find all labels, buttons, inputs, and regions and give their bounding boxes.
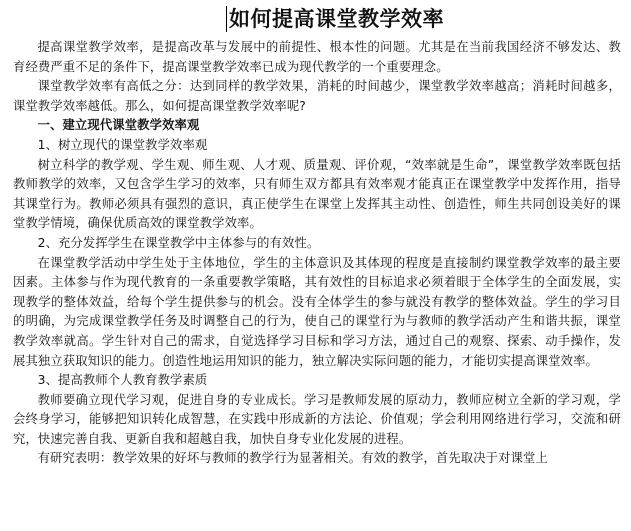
document-title: 如何提高课堂教学效率	[229, 6, 444, 31]
section-heading-1: 一、建立现代课堂教学效率观	[37, 118, 200, 133]
intro-paragraph-1: 提高课堂教学效率，是提高改革与发展中的前提性、根本性的问题。尤其是在当前我国经济不够发达、教育经费严重不足的条件下，提高课堂教学效率已成为现代教学的一个重要理念。	[13, 40, 621, 74]
subheading-3: 3、提高教师个人教育教学素质	[37, 373, 208, 388]
subheading-1: 1、树立现代的课堂教学效率观	[37, 137, 208, 152]
document-body	[13, 38, 621, 469]
subheading-2: 2、充分发挥学生在课堂教学中主体参与的有效性。	[37, 235, 320, 250]
body-paragraph-1: 树立科学的教学观、学生观、师生观、人才观、质量观、评价观，“效率就是生命”，课堂教学效率既包括教师教学的效率，又包含学生学习的效率，只有师生双方都具有效率观才能真正在课堂教学中发挥作用，指导其课堂行为。教师必须具有强烈的意识，真正使学生在课堂上发挥其主动性、创造性，师生共同创设美好的课堂教学情境，确保优质高效的课堂教学效率。	[13, 157, 621, 231]
text-cursor	[226, 6, 227, 32]
body-paragraph-2: 在课堂教学活动中学生处于主体地位，学生的主体意识及其体现的程度是直接制约课堂教学效率的最主要因素。主体参与作为现代教育的一条重要教学策略，其有效性的目标追求必须着眼于全体学生的全面发展，实现教学的整体效益，给每个学生提供参与的机会。没有全体学生的参与就没有教学的整体效益。学生的学习目的明确，为完成课堂教学任务及时调整自己的行为，使自己的课堂行为与教师的教学活动产生和谐共振，课堂教学效率就高。学生针对自己的需求，自觉选择学习目标和学习方法，通过自己的观察、探索、动手操作，发展其独立获取知识的能力。创造性地运用知识的能力，独立解决实际问题的能力，才能切实提高课堂效率。	[13, 255, 621, 368]
body-paragraph-3: 教师要确立现代学习观，促进自身的专业成长。学习是教师发展的原动力，教师应树立全新的学习观，学会终身学习，能够把知识转化成智慧，在实践中形成新的方法论、价值观；学会利用网络进行学习，交流和研究，快速完善自我、更新自我和超越自我，加快自身专业化发展的进程。	[13, 392, 621, 446]
body-paragraph-4: 有研究表明：教学效果的好坏与教师的教学行为显著相关。有效的教学，首先取决于对课堂上	[37, 451, 548, 466]
intro-paragraph-2: 课堂教学效率有高低之分：达到同样的教学效果，消耗的时间越少，课堂教学效率越高；消耗时间越多，课堂教学效率越低。那么，如何提高课堂教学效率呢?	[13, 79, 621, 113]
